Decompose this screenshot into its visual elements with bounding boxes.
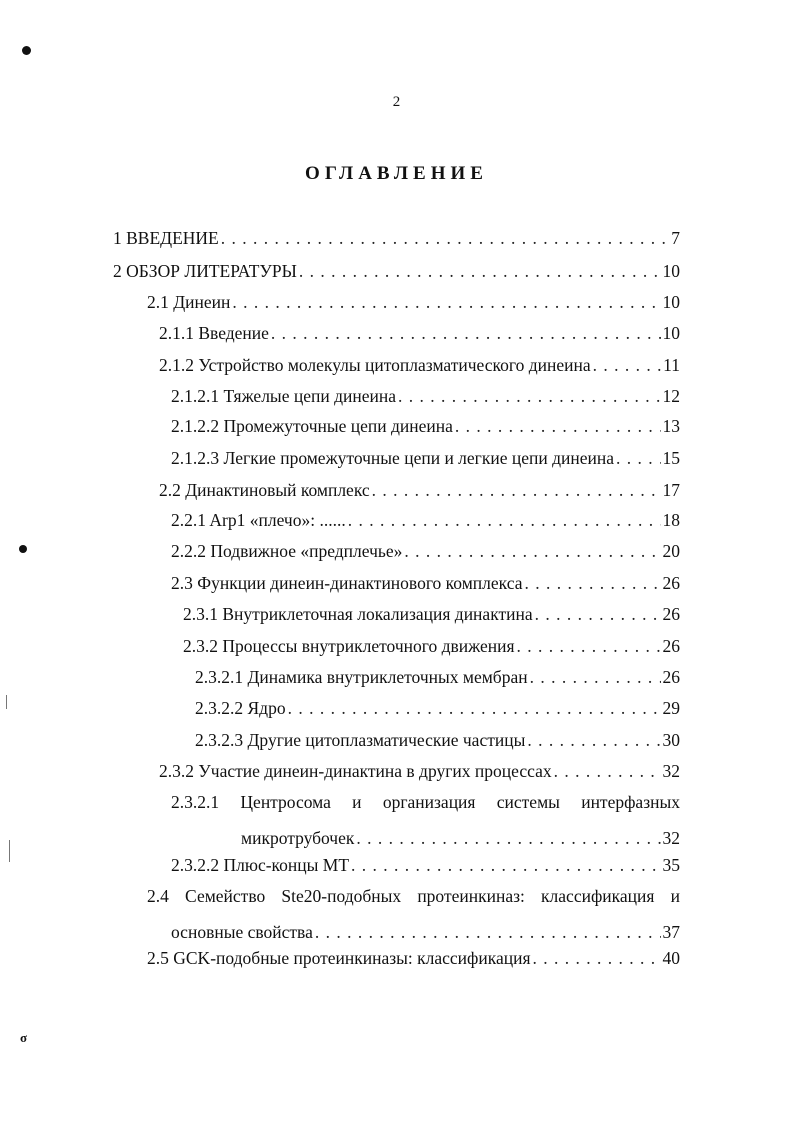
- toc-entry-label: 2.3 Функции динеин-динактинового комплекса: [171, 573, 523, 593]
- dot-leader: [554, 759, 661, 783]
- toc-entry-label: 2.3.2 Процессы внутриклеточного движения: [183, 636, 515, 656]
- toc-entry[interactable]: [171, 384, 680, 408]
- toc-entry[interactable]: [113, 226, 680, 250]
- dot-leader: [372, 478, 661, 502]
- toc-entry-page: 20: [662, 541, 680, 561]
- dot-leader: [593, 353, 661, 377]
- toc-entry-label-continuation: основные свойства: [171, 922, 313, 942]
- toc-entry[interactable]: [171, 446, 680, 470]
- toc-entry-page: 18: [662, 510, 680, 530]
- dot-leader: [404, 539, 660, 563]
- toc-entry-label-continuation: микротрубочек: [241, 828, 355, 848]
- toc-entry[interactable]: [195, 728, 680, 752]
- toc-entry-page: 37: [662, 922, 680, 942]
- dot-leader: [535, 602, 661, 626]
- dot-leader: [533, 946, 661, 970]
- toc-entry-label: 2.5 GCK-подобные протеинкиназы: классификация: [147, 948, 531, 968]
- toc-entry[interactable]: [183, 634, 680, 658]
- dot-leader: [527, 728, 660, 752]
- toc-entry-label: 2.1 Динеин: [147, 292, 231, 312]
- scan-dot-mark: [19, 545, 27, 553]
- toc-entry[interactable]: [171, 414, 680, 438]
- toc-entry[interactable]: [147, 290, 680, 314]
- dot-leader: [351, 853, 660, 877]
- dot-leader: [517, 634, 661, 658]
- toc-entry-page: 30: [662, 730, 680, 750]
- toc-entry[interactable]: [195, 665, 680, 689]
- dot-leader: [221, 226, 669, 250]
- toc-entry-label: 2.3.2.3 Другие цитоплазматические частицы: [195, 730, 526, 750]
- toc-entry-label: 2.2 Динактиновый комплекс: [159, 480, 370, 500]
- toc-entry-label: 2.4 Семейство Ste20-подобных протеинкиназ: классификация и: [147, 886, 680, 906]
- toc-entry[interactable]: [195, 696, 680, 720]
- toc-entry-label: 2.3.2.2 Плюс-концы МТ: [171, 855, 350, 875]
- dot-leader: [271, 321, 661, 345]
- toc-entry-page: 26: [662, 636, 680, 656]
- toc-entry-label: 2.1.2.3 Легкие промежуточные цепи и легкие цепи динеина: [171, 448, 615, 468]
- scan-line-mark: [6, 695, 7, 709]
- toc-entry-label: 2.1.2 Устройство молекулы цитоплазматического динеина: [159, 355, 591, 375]
- dot-leader: [524, 571, 660, 595]
- toc-entry-page: 10: [662, 261, 680, 281]
- toc-entry-page: 7: [671, 228, 680, 248]
- toc-entry-label: 2.3.2.2 Ядро: [195, 698, 286, 718]
- toc-entry[interactable]: [171, 539, 680, 563]
- scan-dot-mark: [22, 46, 31, 55]
- toc-entry[interactable]: [159, 759, 680, 783]
- scan-stamp-mark: σ: [20, 1030, 28, 1045]
- toc-entry[interactable]: [159, 321, 680, 345]
- toc-entry-label: 2.3.2.1 Центросома и организация системы интерфазных: [171, 792, 680, 812]
- dot-leader: [530, 665, 661, 689]
- toc-entry[interactable]: [159, 353, 680, 377]
- dot-leader: [348, 508, 661, 532]
- toc-entry-page: 40: [662, 948, 680, 968]
- toc-entry-page: 15: [662, 448, 680, 468]
- toc-entry[interactable]: [171, 508, 680, 532]
- toc-entry-page: 10: [662, 292, 680, 312]
- toc-entry[interactable]: [183, 602, 680, 626]
- scan-line-mark: [9, 840, 10, 862]
- page-title: ОГЛАВЛЕНИЕ: [305, 163, 488, 184]
- toc-entry[interactable]: [159, 478, 680, 502]
- dot-leader: [299, 259, 661, 283]
- dot-leader: [232, 290, 660, 314]
- page-number: 2: [392, 94, 401, 110]
- dot-leader: [356, 826, 660, 850]
- toc-entry-label: 1 ВВЕДЕНИЕ: [113, 228, 219, 248]
- toc-entry[interactable]: [171, 571, 680, 595]
- toc-entry-label: 2.2.1 Arp1 «плечо»: ......: [171, 510, 346, 530]
- toc-entry-label: 2.3.1 Внутриклеточная локализация динактина: [183, 604, 533, 624]
- toc-entry-page: 26: [662, 667, 680, 687]
- toc-entry[interactable]: [147, 946, 680, 970]
- toc-entry-label: 2 ОБЗОР ЛИТЕРАТУРЫ: [113, 261, 297, 281]
- toc-entry-page: 11: [663, 355, 680, 375]
- toc-entry-page: 26: [662, 573, 680, 593]
- toc-entry-page: 32: [662, 761, 680, 781]
- toc-entry-page: 32: [662, 828, 680, 848]
- toc-entry-label: 2.1.2.1 Тяжелые цепи динеина: [171, 386, 396, 406]
- toc-entry-label: 2.3.2 Участие динеин-динактина в других процессах: [159, 761, 552, 781]
- toc-entry[interactable]: [147, 884, 680, 944]
- toc-entry-page: 10: [662, 323, 680, 343]
- toc-entry[interactable]: [171, 853, 680, 877]
- toc-entry-label: 2.1.1 Введение: [159, 323, 269, 343]
- toc-entry-label: 2.2.2 Подвижное «предплечье»: [171, 541, 403, 561]
- toc-entry-page: 12: [662, 386, 680, 406]
- toc-entry-page: 13: [662, 416, 680, 436]
- toc-entry-label: 2.1.2.2 Промежуточные цепи динеина: [171, 416, 453, 436]
- toc-entry[interactable]: [171, 790, 680, 850]
- toc-entry[interactable]: [113, 259, 680, 283]
- dot-leader: [288, 696, 661, 720]
- dot-leader: [616, 446, 660, 470]
- dot-leader: [398, 384, 661, 408]
- toc-entry-page: 17: [662, 480, 680, 500]
- toc-entry-page: 29: [662, 698, 680, 718]
- toc-entry-label: 2.3.2.1 Динамика внутриклеточных мембран: [195, 667, 528, 687]
- toc-entry-page: 35: [662, 855, 680, 875]
- toc-entry-page: 26: [662, 604, 680, 624]
- dot-leader: [455, 414, 661, 438]
- dot-leader: [315, 920, 661, 944]
